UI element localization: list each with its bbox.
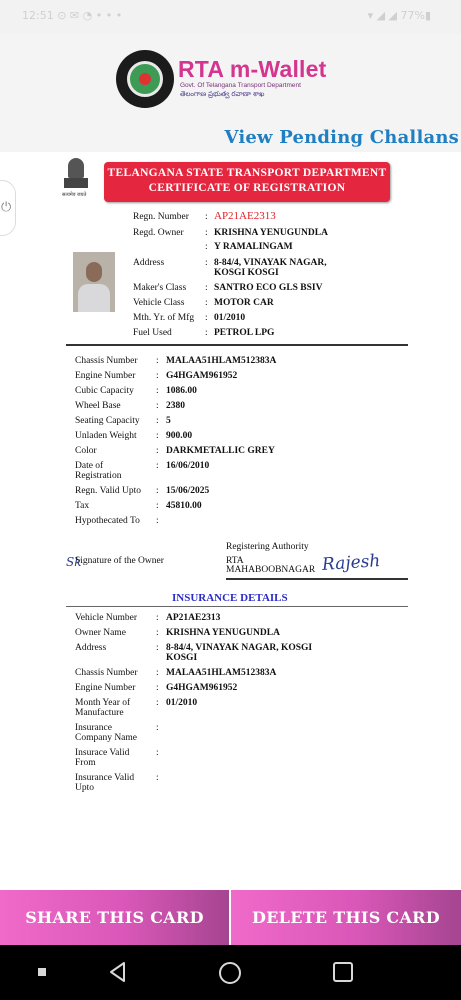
field-value: 900.00 [166, 431, 193, 441]
field-value: 45810.00 [166, 501, 202, 511]
insurance-value: G4HGAM961952 [166, 683, 238, 693]
field-value: MOTOR CAR [214, 298, 274, 308]
field-label: Vehicle Class [133, 298, 185, 308]
field-label: Cubic Capacity [75, 386, 134, 396]
side-power-tab[interactable] [0, 180, 16, 236]
field-value: 5 [166, 416, 171, 426]
regn-number-value: AP21AE2313 [214, 210, 276, 222]
insurance-label: Insurace Valid [75, 748, 130, 758]
field-label: Regd. Owner [133, 228, 184, 238]
view-pending-challans-link[interactable]: View Pending Challans [224, 127, 459, 148]
field-label: Fuel Used [133, 328, 172, 338]
insurance-value: 01/2010 [166, 698, 198, 708]
divider [226, 578, 408, 580]
field-colon: : [205, 258, 208, 268]
field-label: Unladen Weight [75, 431, 137, 441]
field-colon: : [156, 748, 159, 758]
certificate-banner [104, 162, 390, 202]
field-colon: : [156, 628, 159, 638]
back-icon[interactable] [106, 960, 128, 984]
field-colon: : [156, 356, 159, 366]
insurance-label: Engine Number [75, 683, 136, 693]
rta-office: MAHABOOBNAGAR [226, 565, 316, 575]
field-colon: : [156, 461, 159, 471]
rta-label: RTA [226, 556, 244, 566]
registering-authority-label: Registering Authority [226, 542, 309, 552]
field-colon: : [205, 298, 208, 308]
field-colon: : [205, 212, 208, 222]
field-colon: : [205, 313, 208, 323]
field-colon: : [156, 486, 159, 496]
nav-menu-icon[interactable] [38, 968, 46, 976]
home-icon[interactable] [219, 962, 241, 984]
field-label: Seating Capacity [75, 416, 140, 426]
insurance-label: From [75, 758, 96, 768]
field-value: SANTRO ECO GLS BSIV [214, 283, 323, 293]
insurance-label: Insurance Valid [75, 773, 135, 783]
field-value: Y RAMALINGAM [214, 242, 293, 252]
owner-signature-scribble: Sk [66, 555, 82, 569]
field-label: Date of [75, 461, 104, 471]
field-label: Color [75, 446, 97, 456]
recent-apps-icon[interactable] [333, 962, 353, 982]
field-value: G4HGAM961952 [166, 371, 238, 381]
field-label: Regn. Valid Upto [75, 486, 142, 496]
field-label: Address [133, 258, 165, 268]
field-label: Regn. Number [133, 212, 189, 222]
authority-signature: Rajesh [321, 550, 381, 576]
insurance-label: Vehicle Number [75, 613, 137, 623]
field-value: KOSGI KOSGI [214, 268, 279, 278]
status-time: 12:51 ⊙ ✉ ◔ • • • [22, 9, 123, 22]
field-colon: : [156, 501, 159, 511]
insurance-label: Chassis Number [75, 668, 138, 678]
insurance-value: MALAA51HLAM512383A [166, 668, 277, 678]
insurance-label: Owner Name [75, 628, 126, 638]
field-value: KRISHNA YENUGUNDLA [214, 228, 328, 238]
field-colon: : [156, 613, 159, 623]
field-colon: : [205, 228, 208, 238]
owner-signature-label: Signature of the Owner [75, 556, 164, 566]
field-colon: : [205, 242, 208, 252]
banner-certificate-title: CERTIFICATE OF REGISTRATION [148, 182, 346, 194]
field-label: Engine Number [75, 371, 136, 381]
field-colon: : [156, 668, 159, 678]
field-colon: : [156, 416, 159, 426]
insurance-label: Upto [75, 783, 94, 793]
field-colon: : [156, 723, 159, 733]
delete-card-button[interactable]: DELETE THIS CARD [231, 890, 461, 945]
insurance-label: Insurance [75, 723, 112, 733]
rta-logo-icon [116, 50, 174, 108]
field-value: 01/2010 [214, 313, 246, 323]
field-label: Hypothecated To [75, 516, 140, 526]
field-value: PETROL LPG [214, 328, 275, 338]
insurance-value: KRISHNA YENUGUNDLA [166, 628, 280, 638]
field-label: Chassis Number [75, 356, 138, 366]
field-colon: : [156, 371, 159, 381]
insurance-label: Month Year of [75, 698, 131, 708]
divider [66, 606, 408, 607]
field-value: MALAA51HLAM512383A [166, 356, 277, 366]
field-label: Maker's Class [133, 283, 187, 293]
field-colon: : [156, 773, 159, 783]
app-subtitle-telugu: తెలంగాణ ప్రభుత్వ రవాణా శాఖ [180, 91, 265, 98]
app-subtitle: Govt. Of Telangana Transport Department [180, 82, 301, 89]
field-colon: : [156, 643, 159, 653]
divider [66, 344, 408, 346]
power-icon: ⏻ [1, 200, 12, 215]
action-bar [0, 890, 461, 945]
field-colon: : [156, 683, 159, 693]
field-colon: : [156, 386, 159, 396]
insurance-label: Company Name [75, 733, 138, 743]
field-colon: : [156, 431, 159, 441]
insurance-label: Manufacture [75, 708, 124, 718]
field-value: 8-84/4, VINAYAK NAGAR, [214, 258, 327, 268]
owner-photo [73, 252, 115, 312]
insurance-value: KOSGI [166, 653, 198, 663]
app-title: RTA m-Wallet [178, 56, 327, 82]
field-label: Registration [75, 471, 122, 481]
field-label: Mth. Yr. of Mfg [133, 313, 195, 323]
field-label: Wheel Base [75, 401, 121, 411]
status-icons: ▾ ◢ ◢ 77%▮ [367, 9, 431, 22]
field-value: 15/06/2025 [166, 486, 210, 496]
insurance-value: 8-84/4, VINAYAK NAGAR, KOSGI [166, 643, 313, 653]
insurance-value: AP21AE2313 [166, 613, 221, 623]
field-colon: : [156, 446, 159, 456]
field-label: Tax [75, 501, 90, 511]
status-bar [0, 0, 461, 34]
insurance-label: Address [75, 643, 107, 653]
banner-department: TELANGANA STATE TRANSPORT DEPARTMENT [107, 167, 387, 179]
national-emblem-icon: सत्यमेव जयते [62, 158, 90, 200]
field-value: DARKMETALLIC GREY [166, 446, 275, 456]
field-colon: : [205, 328, 208, 338]
field-value: 16/06/2010 [166, 461, 210, 471]
insurance-title: INSURANCE DETAILS [172, 592, 288, 604]
field-value: 2380 [166, 401, 185, 411]
field-colon: : [156, 516, 159, 526]
field-colon: : [156, 698, 159, 708]
share-card-button[interactable]: SHARE THIS CARD [0, 890, 229, 945]
field-value: 1086.00 [166, 386, 197, 396]
field-colon: : [205, 283, 208, 293]
field-colon: : [156, 401, 159, 411]
